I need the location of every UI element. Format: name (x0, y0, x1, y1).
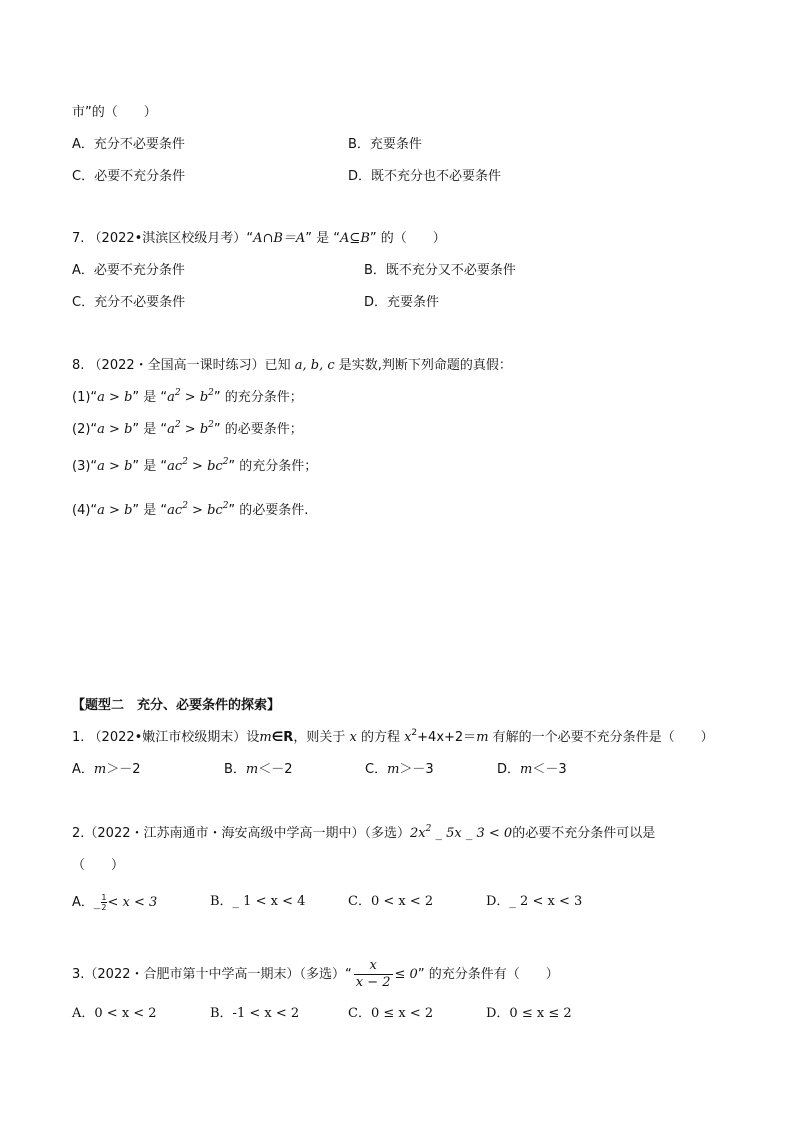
section-heading: 【题型二 充分、必要条件的探索】 (72, 698, 281, 713)
question-source: （2022•淇滨区校级月考） (88, 231, 247, 246)
option-d: D．既不充分也不必要条件 (348, 169, 502, 184)
option-d: D．m＜－3 (497, 762, 567, 777)
option-d: D．0 ≤ x ≤ 2 (486, 1006, 572, 1021)
question-source: （2022・合肥市第十中学高一期末） (84, 967, 300, 982)
option-b: B．既不充分又不必要条件 (364, 263, 516, 278)
option-a: A．0 < x < 2 (72, 1006, 157, 1021)
question-number: 7. (72, 231, 85, 246)
question-2-stem: 2.（2022・江苏南通市・海安高级中学高一期中）（多选）$2x^2$ _ 5x _ 3 < 0的必要不充分条件可以是 (72, 823, 656, 841)
option-b: B．充要条件 (348, 137, 422, 152)
option-a: A．充分不必要条件 (72, 137, 185, 152)
question-source: （2022・全国高一课时练习） (88, 358, 265, 373)
fraction: $\frac{x}{x - 2}$ (355, 958, 391, 990)
option-c: C．0 ≤ x < 2 (348, 1006, 434, 1021)
option-c: C．m＞－3 (365, 762, 434, 777)
option-b: B．-1 < x < 2 (210, 1006, 300, 1021)
question-source: （2022・江苏南通市・海安高级中学高一期中） (84, 826, 365, 841)
option-c: C．充分不必要条件 (72, 295, 186, 310)
question-7-stem: 7. （2022•淇滨区校级月考）“A∩B＝A” 是 “A⊆B” 的（ ） (72, 231, 446, 246)
question-1-stem: 1. （2022•嫩江市校级期末）设m∈R，则关于 x 的方程 $x^2+4x+2=m$ 有解的一个必要不充分条件是（ ） (72, 727, 714, 745)
sub-question: (1)“a > b” 是 “$a^2 > b^2$” 的充分条件； (72, 387, 303, 405)
option-d: D．充要条件 (364, 295, 440, 310)
option-b: B．m＜－2 (224, 762, 293, 777)
continued-question-stem: 市”的（ ） (72, 105, 157, 120)
option-a: A．必要不充分条件 (72, 263, 185, 278)
option-c: C．必要不充分条件 (72, 169, 186, 184)
question-number: 8. (72, 358, 85, 373)
answer-paren: （ ） (72, 858, 125, 873)
sub-question: (3)“a > b” 是 “$ac^2 > bc^2$” 的充分条件； (72, 456, 318, 474)
sub-question: (2)“a > b” 是 “$a^2 > b^2$” 的必要条件； (72, 419, 303, 437)
option-d: D．_ 2 < x < 3 (486, 894, 583, 909)
option-a: A．_ $\frac{1}{2}$ < x < 3 (72, 893, 158, 912)
option-b: B．_ 1 < x < 4 (210, 894, 306, 909)
math-expression: A∩B＝A (253, 231, 306, 246)
option-c: C．0 < x < 2 (348, 894, 434, 909)
fraction: $\frac{1}{2}$ (101, 893, 107, 912)
question-3-stem: 3.（2022・合肥市第十中学高一期末）（多选）“ $\frac{x}{x - 2}$ ≤ 0” 的充分条件有（ ） (72, 958, 559, 990)
question-8-stem: 8. （2022・全国高一课时练习）已知 a, b, c 是实数,判断下列命题的真假： (72, 358, 512, 373)
question-source: （2022•嫩江市校级期末） (88, 730, 247, 745)
option-a: A．m＞－2 (72, 762, 141, 777)
math-expression: A⊆B (340, 231, 370, 246)
sub-question: (4)“a > b” 是 “$ac^2 > bc^2$” 的必要条件. (72, 500, 309, 518)
